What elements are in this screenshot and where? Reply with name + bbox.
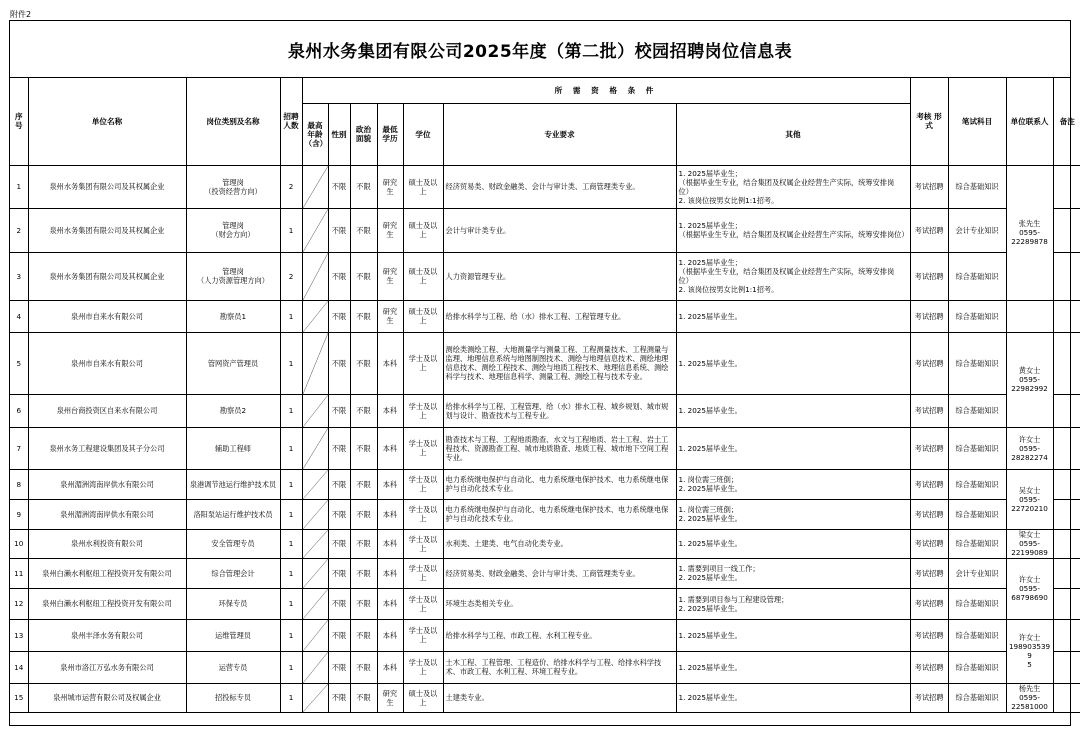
cell-seq: 8 (10, 469, 28, 499)
cell-exam-form: 考试招聘 (910, 558, 948, 588)
cell-other: 1. 岗位需三班倒； 2. 2025届毕业生。 (676, 469, 910, 499)
cell-gender: 不限 (328, 332, 350, 394)
cell-other: 1. 2025届毕业生。 (676, 651, 910, 683)
cell-politics: 不限 (350, 394, 377, 427)
cell-gender: 不限 (328, 499, 350, 529)
cell-politics: 不限 (350, 529, 377, 558)
cell-major: 会计与审计类专业。 (443, 208, 676, 252)
cell-count: 1 (280, 332, 302, 394)
cell-position: 勘察员2 (186, 394, 280, 427)
cell-position: 管理岗 （财会方向） (186, 208, 280, 252)
cell-education: 研究生 (377, 300, 403, 332)
cell-degree: 硕士及以上 (403, 252, 443, 300)
cell-written-subject: 综合基础知识 (948, 332, 1006, 394)
table-row (10, 394, 1080, 427)
cell-count: 1 (280, 499, 302, 529)
cell-gender: 不限 (328, 588, 350, 619)
cell-position: 管网资产管理员 (186, 332, 280, 394)
cell-seq: 12 (10, 588, 28, 619)
cell-age-not-applicable (302, 252, 328, 300)
header-age: 最高年龄（含） (302, 103, 328, 165)
cell-politics: 不限 (350, 683, 377, 712)
cell-age-not-applicable (302, 529, 328, 558)
cell-education: 本科 (377, 651, 403, 683)
cell-other: 1. 需要到项目参与工程建设管理； 2. 2025届毕业生。 (676, 588, 910, 619)
cell-written-subject: 综合基础知识 (948, 651, 1006, 683)
table-row (10, 651, 1080, 683)
cell-politics: 不限 (350, 469, 377, 499)
cell-education: 研究生 (377, 165, 403, 208)
cell-position: 洛阳泵站运行维护技术员 (186, 499, 280, 529)
cell-other: 1. 岗位需三班倒； 2. 2025届毕业生。 (676, 499, 910, 529)
cell-age-not-applicable (302, 394, 328, 427)
cell-other: 1. 2025届毕业生。 (676, 332, 910, 394)
cell-gender: 不限 (328, 529, 350, 558)
cell-education: 本科 (377, 558, 403, 588)
cell-age-not-applicable (302, 208, 328, 252)
cell-politics: 不限 (350, 208, 377, 252)
cell-politics: 不限 (350, 252, 377, 300)
header-written-subject: 笔试科目 (948, 78, 1006, 165)
cell-gender: 不限 (328, 394, 350, 427)
cell-unit: 泉州丰泽水务有限公司 (28, 619, 186, 651)
cell-degree: 硕士及以上 (403, 300, 443, 332)
header-education: 最低学历 (377, 103, 403, 165)
cell-unit: 泉州水利投资有限公司 (28, 529, 186, 558)
cell-age-not-applicable (302, 558, 328, 588)
cell-written-subject: 会计专业知识 (948, 558, 1006, 588)
cell-gender: 不限 (328, 165, 350, 208)
cell-note (1053, 683, 1080, 712)
cell-position: 管理岗 （人力资源管理方向） (186, 252, 280, 300)
cell-gender: 不限 (328, 300, 350, 332)
cell-gender: 不限 (328, 208, 350, 252)
cell-count: 1 (280, 469, 302, 499)
header-requirements: 所 需 资 格 条 件 (302, 78, 910, 103)
cell-major: 测绘类测绘工程、大地测量学与测量工程、工程测量技术、工程测量与监理、地理信息系统与地图制图技术、测绘与地理信息技术、测绘地理信息技术、测绘工程技术、测绘与地质工程技术、地理信息系统、测绘科学与技术、地理信息科学、测量工程、测绘工程与技术专业。 (443, 332, 676, 394)
table-row (10, 300, 1080, 332)
cell-count: 1 (280, 427, 302, 469)
cell-degree: 硕士及以上 (403, 683, 443, 712)
cell-seq: 3 (10, 252, 28, 300)
cell-degree: 学士及以上 (403, 651, 443, 683)
cell-position: 辅助工程师 (186, 427, 280, 469)
cell-exam-form: 考试招聘 (910, 529, 948, 558)
cell-note (1053, 651, 1080, 683)
cell-seq: 14 (10, 651, 28, 683)
cell-unit: 泉州水务集团有限公司及其权属企业 (28, 252, 186, 300)
cell-gender: 不限 (328, 252, 350, 300)
cell-gender: 不限 (328, 558, 350, 588)
cell-other: 1. 2025届毕业生。 (676, 427, 910, 469)
cell-position: 运营专员 (186, 651, 280, 683)
cell-unit: 泉州市自来水有限公司 (28, 332, 186, 394)
header-exam-form: 考核 形式 (910, 78, 948, 165)
cell-note (1053, 499, 1080, 529)
header-note: 备注 (1053, 78, 1080, 165)
cell-age-not-applicable (302, 165, 328, 208)
cell-age-not-applicable (302, 619, 328, 651)
cell-count: 1 (280, 588, 302, 619)
cell-position: 勘察员1 (186, 300, 280, 332)
header-gender: 性别 (328, 103, 350, 165)
cell-note (1053, 588, 1080, 619)
cell-age-not-applicable (302, 651, 328, 683)
cell-seq: 4 (10, 300, 28, 332)
cell-contact (1006, 300, 1053, 332)
header-major: 专业要求 (443, 103, 676, 165)
recruitment-table-sheet (9, 20, 1075, 726)
cell-contact: 张先生 0595- 22289878 (1006, 165, 1053, 300)
cell-degree: 学士及以上 (403, 499, 443, 529)
table-row (10, 558, 1080, 588)
cell-major: 土建类专业。 (443, 683, 676, 712)
cell-note (1053, 558, 1080, 588)
cell-age-not-applicable (302, 469, 328, 499)
cell-education: 本科 (377, 394, 403, 427)
header-position: 岗位类别及名称 (186, 78, 280, 165)
cell-degree: 学士及以上 (403, 469, 443, 499)
table-row (10, 332, 1080, 394)
cell-written-subject: 综合基础知识 (948, 499, 1006, 529)
cell-unit: 泉州湄洲湾南岸供水有限公司 (28, 469, 186, 499)
cell-education: 本科 (377, 529, 403, 558)
cell-note (1053, 332, 1080, 394)
cell-contact: 许女士 1989035399 5 (1006, 619, 1053, 683)
cell-note (1053, 427, 1080, 469)
cell-gender: 不限 (328, 427, 350, 469)
cell-count: 1 (280, 300, 302, 332)
cell-politics: 不限 (350, 300, 377, 332)
cell-gender: 不限 (328, 651, 350, 683)
cell-major: 勘查技术与工程、工程地质勘查、水文与工程地质、岩土工程、岩土工程技术、资源勘查工程、城市地质勘查、地质工程、城市地下空间工程专业。 (443, 427, 676, 469)
cell-degree: 硕士及以上 (403, 165, 443, 208)
table-row (10, 529, 1080, 558)
cell-age-not-applicable (302, 499, 328, 529)
cell-age-not-applicable (302, 588, 328, 619)
cell-count: 1 (280, 394, 302, 427)
cell-age-not-applicable (302, 683, 328, 712)
cell-degree: 硕士及以上 (403, 208, 443, 252)
attachment-label: 附件2 (10, 10, 32, 19)
cell-seq: 13 (10, 619, 28, 651)
cell-politics: 不限 (350, 332, 377, 394)
table-row (10, 619, 1080, 651)
cell-unit: 泉州白濑水利枢纽工程投资开发有限公司 (28, 558, 186, 588)
header-degree: 学位 (403, 103, 443, 165)
cell-major: 土木工程、工程管理、工程造价、给排水科学与工程、给排水科学技术、市政工程、水利工程、环境工程专业。 (443, 651, 676, 683)
cell-other: 1. 需要到项目一线工作； 2. 2025届毕业生。 (676, 558, 910, 588)
cell-count: 1 (280, 558, 302, 588)
cell-written-subject: 综合基础知识 (948, 619, 1006, 651)
cell-written-subject: 综合基础知识 (948, 394, 1006, 427)
cell-politics: 不限 (350, 588, 377, 619)
cell-exam-form: 考试招聘 (910, 469, 948, 499)
table-row (10, 588, 1080, 619)
cell-note (1053, 619, 1080, 651)
cell-age-not-applicable (302, 300, 328, 332)
cell-other: 1. 2025届毕业生； （根据毕业生专业，结合集团及权属企业经营生产实际，统筹安排岗位） 2. 该岗位按男女比例1:1招考。 (676, 165, 910, 208)
cell-education: 本科 (377, 619, 403, 651)
cell-other: 1. 2025届毕业生。 (676, 619, 910, 651)
cell-count: 1 (280, 683, 302, 712)
header-count: 招聘人数 (280, 78, 302, 165)
cell-age-not-applicable (302, 427, 328, 469)
header-seq: 序号 (10, 78, 28, 165)
cell-unit: 泉州城市运营有限公司及权属企业 (28, 683, 186, 712)
cell-exam-form: 考试招聘 (910, 499, 948, 529)
cell-exam-form: 考试招聘 (910, 427, 948, 469)
table-row (10, 208, 1080, 252)
cell-unit: 泉州水务集团有限公司及其权属企业 (28, 165, 186, 208)
cell-other: 1. 2025届毕业生。 (676, 529, 910, 558)
cell-exam-form: 考试招聘 (910, 619, 948, 651)
cell-seq: 6 (10, 394, 28, 427)
cell-education: 本科 (377, 427, 403, 469)
cell-note (1053, 300, 1080, 332)
cell-exam-form: 考试招聘 (910, 394, 948, 427)
cell-other: 1. 2025届毕业生。 (676, 394, 910, 427)
table-row (10, 469, 1080, 499)
table-row (10, 252, 1080, 300)
cell-note (1053, 208, 1080, 252)
cell-count: 1 (280, 651, 302, 683)
cell-education: 研究生 (377, 252, 403, 300)
cell-politics: 不限 (350, 619, 377, 651)
cell-degree: 学士及以上 (403, 529, 443, 558)
table-row (10, 499, 1080, 529)
cell-education: 研究生 (377, 683, 403, 712)
cell-education: 本科 (377, 588, 403, 619)
cell-major: 电力系统继电保护与自动化、电力系统继电保护技术、电力系统继电保护与自动化技术专业。 (443, 499, 676, 529)
cell-gender: 不限 (328, 683, 350, 712)
cell-other: 1. 2025届毕业生。 (676, 683, 910, 712)
cell-count: 2 (280, 165, 302, 208)
cell-unit: 泉州市自来水有限公司 (28, 300, 186, 332)
cell-position: 运维管理员 (186, 619, 280, 651)
cell-seq: 1 (10, 165, 28, 208)
cell-other: 1. 2025届毕业生。 (676, 300, 910, 332)
cell-unit: 泉州水务工程建设集团及其子分公司 (28, 427, 186, 469)
header-politics: 政治面貌 (350, 103, 377, 165)
cell-written-subject: 综合基础知识 (948, 588, 1006, 619)
cell-count: 1 (280, 619, 302, 651)
cell-exam-form: 考试招聘 (910, 651, 948, 683)
cell-count: 1 (280, 208, 302, 252)
cell-other: 1. 2025届毕业生； （根据毕业生专业，结合集团及权属企业经营生产实际，统筹安排岗位） 2. 该岗位按男女比例1:1招考。 (676, 252, 910, 300)
cell-written-subject: 综合基础知识 (948, 529, 1006, 558)
cell-unit: 泉州水务集团有限公司及其权属企业 (28, 208, 186, 252)
cell-degree: 学士及以上 (403, 427, 443, 469)
cell-gender: 不限 (328, 619, 350, 651)
cell-major: 给排水科学与工程、给（水）排水工程、工程管理专业。 (443, 300, 676, 332)
cell-contact: 梁女士 0595- 22199089 (1006, 529, 1053, 558)
cell-seq: 10 (10, 529, 28, 558)
cell-degree: 学士及以上 (403, 558, 443, 588)
cell-major: 人力资源管理专业。 (443, 252, 676, 300)
cell-position: 泉港调节池运行维护技术员 (186, 469, 280, 499)
cell-politics: 不限 (350, 165, 377, 208)
cell-education: 本科 (377, 332, 403, 394)
cell-exam-form: 考试招聘 (910, 300, 948, 332)
recruitment-table (10, 78, 1080, 713)
cell-exam-form: 考试招聘 (910, 683, 948, 712)
cell-contact: 黄女士 0595- 22982992 (1006, 332, 1053, 427)
cell-major: 给排水科学与工程、工程管理、给（水）排水工程、城乡规划、城市规划与设计、勘查技术与工程专业。 (443, 394, 676, 427)
cell-politics: 不限 (350, 427, 377, 469)
cell-degree: 学士及以上 (403, 588, 443, 619)
cell-position: 管理岗 （投资经营方向） (186, 165, 280, 208)
cell-written-subject: 综合基础知识 (948, 683, 1006, 712)
cell-contact: 吴女士 0595- 22720210 (1006, 469, 1053, 529)
cell-major: 电力系统继电保护与自动化、电力系统继电保护技术、电力系统继电保护与自动化技术专业。 (443, 469, 676, 499)
cell-seq: 15 (10, 683, 28, 712)
cell-politics: 不限 (350, 558, 377, 588)
cell-major: 经济贸易类、财政金融类、会计与审计类、工商管理类专业。 (443, 165, 676, 208)
cell-written-subject: 综合基础知识 (948, 300, 1006, 332)
cell-contact: 许女士 0595- 28282274 (1006, 427, 1053, 469)
cell-other: 1. 2025届毕业生； （根据毕业生专业，结合集团及权属企业经营生产实际，统筹安排岗位） (676, 208, 910, 252)
cell-position: 招投标专员 (186, 683, 280, 712)
cell-written-subject: 综合基础知识 (948, 165, 1006, 208)
cell-position: 环保专员 (186, 588, 280, 619)
cell-note (1053, 252, 1080, 300)
cell-politics: 不限 (350, 651, 377, 683)
header-contact: 单位联系人 (1006, 78, 1053, 165)
cell-note (1053, 394, 1080, 427)
cell-major: 水利类、土建类、电气自动化类专业。 (443, 529, 676, 558)
cell-exam-form: 考试招聘 (910, 588, 948, 619)
cell-degree: 学士及以上 (403, 332, 443, 394)
cell-exam-form: 考试招聘 (910, 332, 948, 394)
cell-note (1053, 529, 1080, 558)
cell-position: 安全管理专员 (186, 529, 280, 558)
cell-age-not-applicable (302, 332, 328, 394)
cell-education: 本科 (377, 499, 403, 529)
cell-degree: 学士及以上 (403, 619, 443, 651)
cell-unit: 泉州湄洲湾南岸供水有限公司 (28, 499, 186, 529)
cell-major: 经济贸易类、财政金融类、会计与审计类、工商管理类专业。 (443, 558, 676, 588)
table-row (10, 683, 1080, 712)
cell-seq: 7 (10, 427, 28, 469)
cell-contact: 许女士 0595- 68798690 (1006, 558, 1053, 619)
cell-degree: 学士及以上 (403, 394, 443, 427)
cell-written-subject: 综合基础知识 (948, 427, 1006, 469)
cell-unit: 泉州白濑水利枢纽工程投资开发有限公司 (28, 588, 186, 619)
cell-seq: 5 (10, 332, 28, 394)
cell-exam-form: 考试招聘 (910, 252, 948, 300)
cell-count: 1 (280, 529, 302, 558)
cell-unit: 泉州台商投资区自来水有限公司 (28, 394, 186, 427)
cell-education: 研究生 (377, 208, 403, 252)
cell-written-subject: 综合基础知识 (948, 469, 1006, 499)
cell-politics: 不限 (350, 499, 377, 529)
cell-count: 2 (280, 252, 302, 300)
cell-major: 给排水科学与工程、市政工程、水利工程专业。 (443, 619, 676, 651)
cell-written-subject: 综合基础知识 (948, 252, 1006, 300)
cell-seq: 9 (10, 499, 28, 529)
header-unit: 单位名称 (28, 78, 186, 165)
cell-contact: 杨先生 0595- 22581000 (1006, 683, 1053, 712)
header-other: 其他 (676, 103, 910, 165)
cell-exam-form: 考试招聘 (910, 165, 948, 208)
cell-gender: 不限 (328, 469, 350, 499)
cell-seq: 11 (10, 558, 28, 588)
cell-written-subject: 会计专业知识 (948, 208, 1006, 252)
page-title: 泉州水务集团有限公司2025年度（第二批）校园招聘岗位信息表 (10, 21, 1070, 78)
cell-note (1053, 165, 1080, 208)
table-row (10, 165, 1080, 208)
table-body (10, 165, 1080, 712)
cell-position: 综合管理会计 (186, 558, 280, 588)
cell-unit: 泉州市洛江万弘水务有限公司 (28, 651, 186, 683)
cell-exam-form: 考试招聘 (910, 208, 948, 252)
cell-education: 本科 (377, 469, 403, 499)
cell-major: 环境生态类相关专业。 (443, 588, 676, 619)
table-row (10, 427, 1080, 469)
cell-seq: 2 (10, 208, 28, 252)
cell-note (1053, 469, 1080, 499)
